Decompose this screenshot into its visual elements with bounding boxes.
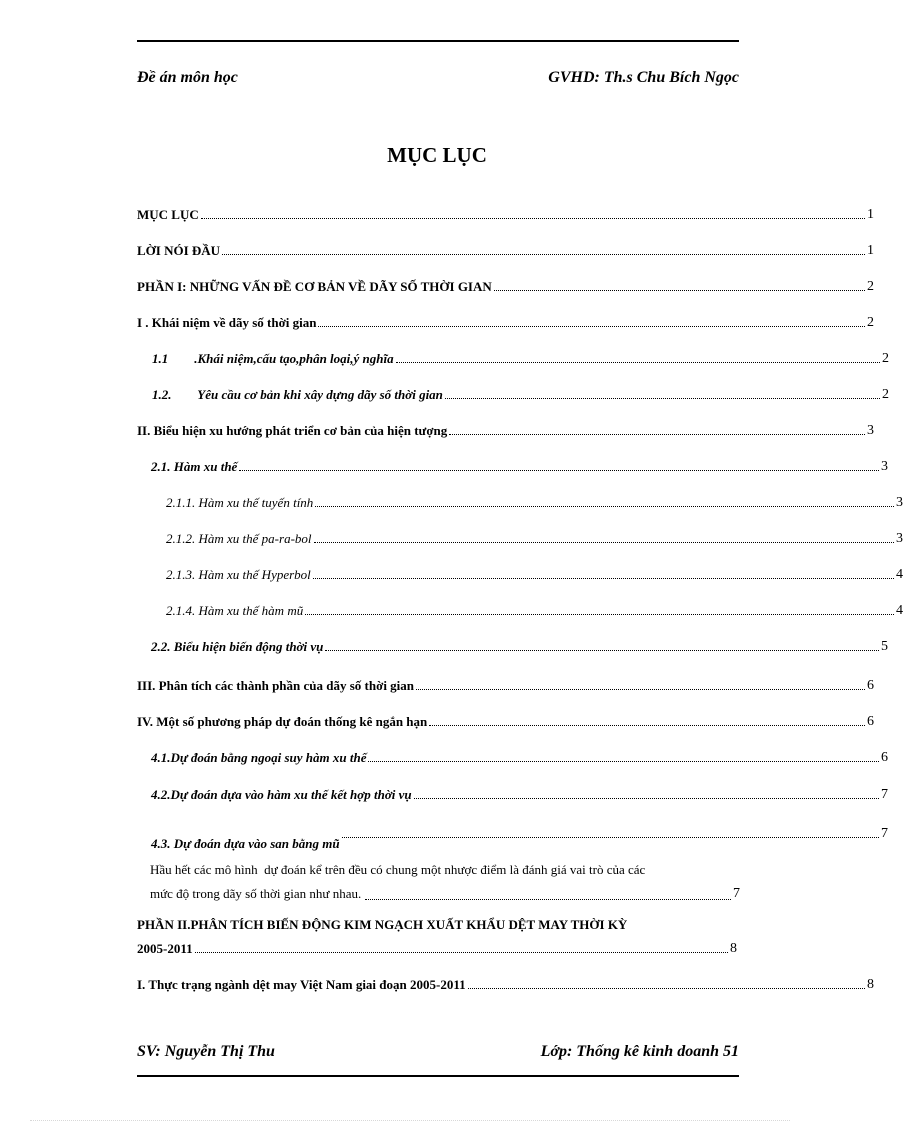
toc-entry-label: IV. Một số phương pháp dự đoán thống kê ngắn hạn xyxy=(137,714,428,729)
toc-entry-page: 7 xyxy=(881,826,888,841)
toc-entry-section-3[interactable] xyxy=(137,674,874,694)
dot-leader xyxy=(201,218,865,219)
toc-entry-page: 7 xyxy=(881,787,888,802)
toc-entry-2-1-3[interactable] xyxy=(166,563,903,583)
dot-leader xyxy=(429,725,865,726)
dot-leader xyxy=(396,362,880,363)
dot-leader xyxy=(313,578,894,579)
dot-leader xyxy=(449,434,865,435)
toc-entry-1-1[interactable] xyxy=(152,347,889,367)
toc-entry-page: 3 xyxy=(896,531,903,546)
dot-leader xyxy=(195,952,728,953)
toc-entry-label: I . Khái niệm về dãy số thời gian xyxy=(137,315,317,330)
toc-entry-page: 2 xyxy=(882,351,889,366)
toc-note-paragraph xyxy=(150,858,740,906)
toc-entry-page: 6 xyxy=(881,750,888,765)
toc-entry-label: 2.1.3. Hàm xu thế Hyperbol xyxy=(166,567,311,582)
dot-leader xyxy=(365,899,731,900)
part2-title-line: PHẦN II.PHÂN TÍCH BIẾN ĐỘNG KIM NGẠCH XUẤT KHẨU DỆT MAY THỜI KỲ xyxy=(137,917,628,932)
dot-leader xyxy=(368,761,879,762)
toc-entry-label: 2.1. Hàm xu thế xyxy=(151,459,238,474)
header-instructor: GVHD: Th.s Chu Bích Ngọc xyxy=(548,69,739,86)
toc-entry-section-2[interactable] xyxy=(137,419,874,439)
toc-entry-1-2[interactable] xyxy=(152,383,889,403)
toc-entry-section-4[interactable] xyxy=(137,710,874,730)
toc-entry-page: 3 xyxy=(881,459,888,474)
toc-entry-label: III. Phân tích các thành phần của dãy số thời gian xyxy=(137,678,415,693)
toc-entry-loi-noi-dau[interactable] xyxy=(137,239,874,259)
toc-entry-page: 6 xyxy=(867,678,874,693)
paragraph-line xyxy=(150,858,740,882)
dot-leader xyxy=(239,470,879,471)
toc-entry-label: II. Biểu hiện xu hướng phát triển cơ bản của hiện tượng xyxy=(137,423,448,438)
toc-entry-label: 2.1.1. Hàm xu thế tuyến tính xyxy=(166,495,314,510)
toc-entry-page: 2 xyxy=(867,279,874,294)
toc-entry-label: LỜI NÓI ĐẦU xyxy=(137,243,221,258)
toc-entry-label: 4.3. Dự đoán dựa vào san bằng mũ xyxy=(151,836,340,851)
toc-entry-label: 2.1.2. Hàm xu thế pa-ra-bol xyxy=(166,531,312,546)
dot-leader xyxy=(318,326,865,327)
toc-entry-4-3[interactable] xyxy=(151,822,888,851)
toc-entry-4-2[interactable] xyxy=(151,783,888,803)
dot-leader xyxy=(416,689,865,690)
dot-leader xyxy=(325,650,879,651)
dot-leader xyxy=(445,398,880,399)
dot-leader xyxy=(222,254,865,255)
toc-entry-label: 1.2. Yêu cầu cơ bản khi xây dựng dãy số thời gian xyxy=(152,387,443,402)
paragraph-text: mức độ trong dãy số thời gian như nhau. xyxy=(150,886,362,901)
toc-entry-label: 1.1 .Khái niệm,cấu tạo,phân loại,ý nghĩa xyxy=(152,351,394,366)
part2-title-line xyxy=(137,937,737,957)
dot-leader xyxy=(305,614,894,615)
toc-entry-page: 6 xyxy=(867,714,874,729)
toc-entry-page: 1 xyxy=(867,207,874,222)
toc-entry-phan-1[interactable] xyxy=(137,275,874,295)
toc-entry-page: 1 xyxy=(867,243,874,258)
toc-entry-4-1[interactable] xyxy=(151,746,888,766)
toc-entry-thuc-trang[interactable] xyxy=(137,973,874,993)
toc-entry-2-1[interactable] xyxy=(151,455,888,475)
toc-entry-label: MỤC LỤC xyxy=(137,207,199,222)
dot-leader xyxy=(494,290,865,291)
dot-leader xyxy=(468,988,865,989)
toc-entry-2-2[interactable] xyxy=(151,635,888,655)
toc-entry-2-1-1[interactable] xyxy=(166,491,903,511)
toc-entry-page: 2 xyxy=(867,315,874,330)
toc-entry-label: 2.2. Biểu hiện biến động thời vụ xyxy=(151,639,324,654)
toc-entry-page: 3 xyxy=(896,495,903,510)
toc-entry-label: PHẦN I: NHỮNG VẤN ĐỀ CƠ BẢN VỀ DÃY SỐ THỜI GIAN xyxy=(137,279,492,294)
dot-leader xyxy=(414,798,879,799)
toc-entry-page: 8 xyxy=(730,941,737,956)
toc-entry-page: 2 xyxy=(882,387,889,402)
page-edge-dots xyxy=(30,1120,790,1122)
toc-entry-page: 3 xyxy=(867,423,874,438)
paragraph-line[interactable] xyxy=(150,882,740,906)
toc-entry-section-1[interactable] xyxy=(137,311,874,331)
toc-entry-2-1-4[interactable] xyxy=(166,599,903,619)
toc-entry-label: 2.1.4. Hàm xu thế hàm mũ xyxy=(166,603,304,618)
toc-entry-page: 7 xyxy=(733,886,740,901)
paragraph-text: Hầu hết các mô hình dự đoán kể trên đều có chung một nhược điểm là đánh giá vai trò của các xyxy=(150,862,646,877)
footer-student: SV: Nguyễn Thị Thu xyxy=(137,1043,275,1060)
footer-rule xyxy=(137,1075,739,1077)
header-rule xyxy=(137,40,739,42)
part2-years: 2005-2011 xyxy=(137,941,193,956)
toc-entry-muc-luc[interactable] xyxy=(137,203,874,223)
toc-entry-label: 4.1.Dự đoán bằng ngoại suy hàm xu thế xyxy=(151,750,367,765)
dot-leader xyxy=(342,837,879,838)
toc-entry-page: 8 xyxy=(867,977,874,992)
toc-entry-page: 5 xyxy=(881,639,888,654)
toc-entry-phan-2[interactable] xyxy=(137,917,737,957)
toc-entry-page: 4 xyxy=(896,567,903,582)
dot-leader xyxy=(315,506,894,507)
footer-class: Lớp: Thống kê kinh doanh 51 xyxy=(540,1043,739,1060)
header-course: Đề án môn học xyxy=(137,69,238,86)
toc-entry-page: 4 xyxy=(896,603,903,618)
toc-entry-2-1-2[interactable] xyxy=(166,527,903,547)
dot-leader xyxy=(314,542,894,543)
toc-entry-label: 4.2.Dự đoán dựa vào hàm xu thế kết hợp thời vụ xyxy=(151,787,412,802)
page-title: MỤC LỤC xyxy=(387,143,487,167)
toc-entry-label: I. Thực trạng ngành dệt may Việt Nam giai đoạn 2005-2011 xyxy=(137,977,466,992)
